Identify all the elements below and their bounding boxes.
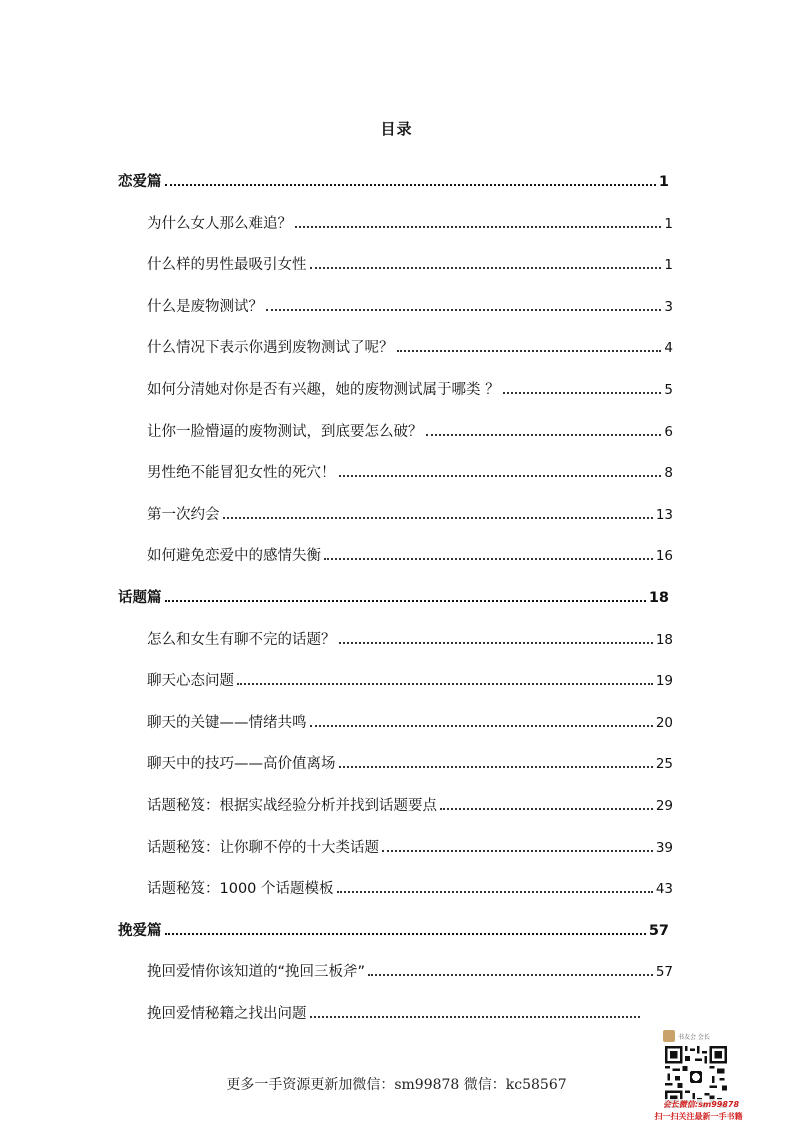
toc-entry[interactable] bbox=[147, 212, 673, 234]
toc-leader-dots bbox=[223, 503, 653, 519]
qr-header bbox=[663, 1028, 751, 1044]
toc-entry-label: 什么情况下表示你遇到废物测试了呢？ bbox=[147, 340, 394, 357]
toc-entry-label: 男性绝不能冒犯女性的死穴！ bbox=[147, 465, 336, 482]
toc-entry-label: 什么是废物测试？ bbox=[147, 298, 263, 315]
toc-entry-label: 挽回爱情你该知道的“挽回三板斧” bbox=[147, 964, 366, 981]
toc-entry[interactable] bbox=[147, 544, 673, 566]
toc-page-number: 18 bbox=[648, 590, 669, 606]
toc-leader-dots bbox=[339, 461, 662, 477]
toc-entry[interactable] bbox=[147, 461, 673, 483]
qr-promo bbox=[641, 1026, 751, 1122]
toc-leader-dots bbox=[310, 253, 662, 269]
toc-entry-label: 为什么女人那么难追？ bbox=[147, 215, 292, 232]
toc-page-number: 43 bbox=[655, 881, 673, 898]
toc-entry-label: 话题秘笈：根据实战经验分析并找到话题要点 bbox=[147, 798, 437, 814]
toc-page-number: 4 bbox=[664, 340, 673, 357]
qr-wechat-caption: 会长微信:sm99878 bbox=[662, 1100, 740, 1109]
toc-page-number: 16 bbox=[655, 548, 673, 565]
toc-page-number: 5 bbox=[664, 382, 673, 398]
toc-leader-dots bbox=[266, 295, 661, 311]
toc-entry[interactable] bbox=[147, 1002, 643, 1024]
footer-contact-text: 更多一手资源更新加微信：sm99878 微信：kc58567 bbox=[226, 1077, 567, 1093]
avatar bbox=[663, 1030, 675, 1042]
toc-entry[interactable] bbox=[147, 336, 673, 358]
toc-leader-dots bbox=[397, 336, 662, 352]
toc-section-entry[interactable] bbox=[118, 170, 669, 192]
toc-entry[interactable] bbox=[147, 752, 673, 774]
toc-leader-dots bbox=[339, 752, 653, 768]
toc-page-number: 18 bbox=[655, 631, 673, 648]
toc-entry-label: 恋爱篇 bbox=[118, 174, 162, 190]
toc-page-number: 19 bbox=[655, 673, 673, 690]
toc-entry[interactable] bbox=[147, 669, 673, 691]
toc-leader-dots bbox=[310, 711, 653, 727]
toc-page-number: 8 bbox=[664, 465, 673, 482]
toc-page-number: 25 bbox=[655, 756, 673, 773]
toc-entry[interactable] bbox=[147, 711, 673, 733]
toc-leader-dots bbox=[440, 794, 653, 810]
toc-leader-dots bbox=[165, 170, 656, 186]
toc-entry[interactable] bbox=[147, 378, 673, 400]
toc-entry[interactable] bbox=[147, 420, 673, 442]
toc-entry-label: 挽爱篇 bbox=[118, 922, 162, 939]
toc-leader-dots bbox=[337, 877, 653, 893]
toc-leader-dots bbox=[426, 420, 662, 436]
toc-entry-label: 让你一脸懵逼的废物测试，到底要怎么破？ bbox=[147, 423, 423, 440]
toc-entry-label: 第一次约会 bbox=[147, 506, 220, 523]
toc-entry[interactable] bbox=[147, 503, 673, 525]
toc-section-entry[interactable] bbox=[118, 586, 669, 608]
toc-page-number: 57 bbox=[655, 964, 673, 981]
toc-entry-label: 聊天中的技巧——高价值离场 bbox=[147, 756, 336, 773]
toc-entry[interactable] bbox=[147, 836, 673, 858]
toc-leader-dots bbox=[324, 544, 653, 560]
toc-page-number: 6 bbox=[664, 423, 673, 440]
toc-entry[interactable] bbox=[147, 877, 673, 899]
toc-leader-dots bbox=[237, 669, 653, 685]
toc-page-number: 13 bbox=[655, 506, 673, 523]
toc-entry-label: 话题秘笈：1000 个话题模板 bbox=[147, 881, 334, 898]
toc-page-number: 20 bbox=[655, 714, 673, 731]
toc-entry-label: 什么样的男性最吸引女性 bbox=[147, 257, 307, 274]
toc-entry[interactable] bbox=[147, 628, 673, 650]
toc-entry-label: 如何分清她对你是否有兴趣，她的废物测试属于哪类 ？ bbox=[147, 382, 500, 398]
toc-section-entry[interactable] bbox=[118, 919, 669, 941]
toc-entry-label: 聊天的关键——情绪共鸣 bbox=[147, 714, 307, 731]
toc-leader-dots bbox=[368, 960, 653, 976]
toc-leader-dots bbox=[339, 628, 653, 644]
toc-page-number: 39 bbox=[655, 839, 673, 856]
toc-leader-dots bbox=[310, 1002, 641, 1018]
toc-entry-label: 挽回爱情秘籍之找出问题 bbox=[147, 1006, 307, 1022]
toc-leader-dots bbox=[382, 836, 653, 852]
toc-leader-dots bbox=[503, 378, 662, 394]
toc-entry-label: 如何避免恋爱中的感情失衡 bbox=[147, 548, 321, 565]
toc-leader-dots bbox=[165, 919, 646, 935]
toc-entry-label: 怎么和女生有聊不完的话题？ bbox=[147, 631, 336, 648]
toc-page-number: 1 bbox=[664, 215, 673, 232]
toc-leader-dots bbox=[165, 586, 646, 602]
toc-page-number: 1 bbox=[664, 257, 673, 274]
toc-entry-label: 话题篇 bbox=[118, 590, 162, 606]
toc-entry[interactable] bbox=[147, 253, 673, 275]
toc-entry[interactable] bbox=[147, 960, 673, 982]
toc-leader-dots bbox=[295, 212, 661, 228]
toc-page-number: 1 bbox=[658, 174, 669, 190]
qr-scan-caption: 扫一扫关注最新一手书籍 bbox=[654, 1112, 743, 1121]
page-title: 目录 bbox=[380, 120, 413, 138]
toc-entry[interactable] bbox=[147, 794, 673, 816]
toc-entry-label: 话题秘笈：让你聊不停的十大类话题 bbox=[147, 839, 379, 856]
toc-entry[interactable] bbox=[147, 295, 673, 317]
toc-entry-label: 聊天心态问题 bbox=[147, 673, 234, 690]
toc-page-number: 57 bbox=[648, 922, 669, 939]
toc-page-number: 3 bbox=[664, 298, 673, 315]
qr-header-text: 书友会 会长 bbox=[678, 1033, 710, 1041]
toc-page-number: 29 bbox=[655, 798, 673, 814]
